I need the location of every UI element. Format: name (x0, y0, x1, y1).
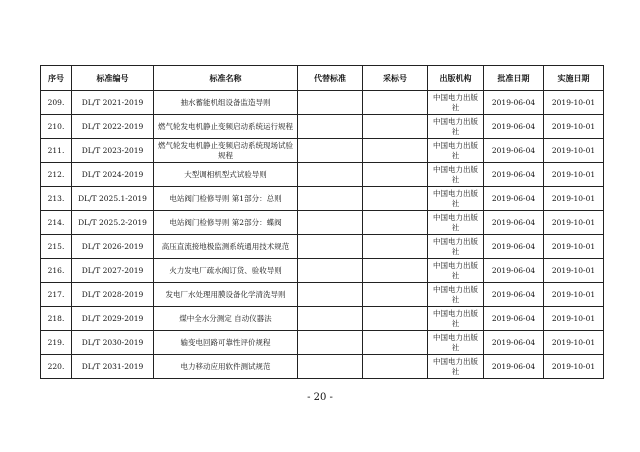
cell-approved: 2019-06-04 (484, 331, 544, 355)
cell-code: DL/T 2027-2019 (72, 259, 154, 283)
cell-replaces (298, 355, 363, 379)
cell-publisher: 中国电力出版社 (428, 235, 484, 259)
cell-approved: 2019-06-04 (484, 187, 544, 211)
page-number: - 20 - (307, 392, 333, 403)
cell-approved: 2019-06-04 (484, 283, 544, 307)
cell-seq: 210. (41, 115, 72, 139)
cell-code: DL/T 2030-2019 (72, 331, 154, 355)
cell-publisher: 中国电力出版社 (428, 163, 484, 187)
cell-effective: 2019-10-01 (544, 307, 604, 331)
cell-title: 高压直流接地极监测系统通用技术规范 (154, 235, 298, 259)
table-row (41, 331, 604, 355)
cell-approved: 2019-06-04 (484, 139, 544, 163)
cell-seq: 219. (41, 331, 72, 355)
table-body (41, 91, 604, 379)
cell-effective: 2019-10-01 (544, 331, 604, 355)
cell-code: DL/T 2025.2-2019 (72, 211, 154, 235)
table-row (41, 139, 604, 163)
cell-code: DL/T 2029-2019 (72, 307, 154, 331)
cell-title: 发电厂水处理用膜设备化学清洗导则 (154, 283, 298, 307)
table-row (41, 355, 604, 379)
cell-replaces (298, 115, 363, 139)
cell-effective: 2019-10-01 (544, 259, 604, 283)
cell-adopted (363, 355, 428, 379)
standards-table (40, 65, 604, 379)
cell-code: DL/T 2023-2019 (72, 139, 154, 163)
cell-approved: 2019-06-04 (484, 307, 544, 331)
cell-seq: 217. (41, 283, 72, 307)
cell-effective: 2019-10-01 (544, 187, 604, 211)
cell-adopted (363, 283, 428, 307)
table-header-row (41, 66, 604, 91)
cell-seq: 215. (41, 235, 72, 259)
table-row (41, 235, 604, 259)
cell-seq: 209. (41, 91, 72, 115)
cell-code: DL/T 2025.1-2019 (72, 187, 154, 211)
cell-replaces (298, 283, 363, 307)
cell-approved: 2019-06-04 (484, 235, 544, 259)
cell-publisher: 中国电力出版社 (428, 91, 484, 115)
cell-adopted (363, 91, 428, 115)
cell-adopted (363, 235, 428, 259)
table-row (41, 307, 604, 331)
cell-publisher: 中国电力出版社 (428, 211, 484, 235)
cell-title: 燃气轮发电机静止变频启动系统运行规程 (154, 115, 298, 139)
cell-approved: 2019-06-04 (484, 211, 544, 235)
cell-adopted (363, 211, 428, 235)
cell-seq: 220. (41, 355, 72, 379)
cell-approved: 2019-06-04 (484, 259, 544, 283)
cell-code: DL/T 2028-2019 (72, 283, 154, 307)
cell-title: 电力移动应用软件测试规范 (154, 355, 298, 379)
cell-publisher: 中国电力出版社 (428, 307, 484, 331)
cell-title: 大型调相机型式试验导则 (154, 163, 298, 187)
cell-code: DL/T 2022-2019 (72, 115, 154, 139)
cell-seq: 211. (41, 139, 72, 163)
cell-effective: 2019-10-01 (544, 355, 604, 379)
cell-publisher: 中国电力出版社 (428, 259, 484, 283)
cell-publisher: 中国电力出版社 (428, 187, 484, 211)
cell-replaces (298, 139, 363, 163)
cell-effective: 2019-10-01 (544, 163, 604, 187)
cell-seq: 213. (41, 187, 72, 211)
cell-seq: 212. (41, 163, 72, 187)
cell-replaces (298, 163, 363, 187)
cell-replaces (298, 91, 363, 115)
cell-publisher: 中国电力出版社 (428, 283, 484, 307)
table-row (41, 163, 604, 187)
table-row (41, 259, 604, 283)
cell-adopted (363, 259, 428, 283)
header-publisher: 出版机构 (428, 66, 484, 91)
cell-adopted (363, 307, 428, 331)
table-row (41, 115, 604, 139)
cell-approved: 2019-06-04 (484, 91, 544, 115)
cell-replaces (298, 187, 363, 211)
cell-effective: 2019-10-01 (544, 235, 604, 259)
cell-title: 电站阀门检修导则 第1部分：总则 (154, 187, 298, 211)
cell-code: DL/T 2026-2019 (72, 235, 154, 259)
cell-publisher: 中国电力出版社 (428, 355, 484, 379)
cell-title: 输变电回路可靠性评价规程 (154, 331, 298, 355)
cell-seq: 216. (41, 259, 72, 283)
cell-code: DL/T 2021-2019 (72, 91, 154, 115)
header-approved: 批准日期 (484, 66, 544, 91)
cell-approved: 2019-06-04 (484, 355, 544, 379)
cell-seq: 214. (41, 211, 72, 235)
header-title: 标准名称 (154, 66, 298, 91)
cell-replaces (298, 307, 363, 331)
cell-replaces (298, 259, 363, 283)
cell-replaces (298, 235, 363, 259)
cell-effective: 2019-10-01 (544, 211, 604, 235)
cell-title: 电站阀门检修导则 第2部分：蝶阀 (154, 211, 298, 235)
cell-effective: 2019-10-01 (544, 139, 604, 163)
cell-replaces (298, 211, 363, 235)
cell-effective: 2019-10-01 (544, 283, 604, 307)
table-row (41, 283, 604, 307)
cell-publisher: 中国电力出版社 (428, 139, 484, 163)
cell-publisher: 中国电力出版社 (428, 331, 484, 355)
cell-title: 抽水蓄能机组设备监造导则 (154, 91, 298, 115)
header-replaces: 代替标准 (298, 66, 363, 91)
cell-adopted (363, 163, 428, 187)
cell-adopted (363, 331, 428, 355)
cell-adopted (363, 139, 428, 163)
cell-replaces (298, 331, 363, 355)
cell-title: 燃气轮发电机静止变频启动系统现场试验规程 (154, 139, 298, 163)
table-row (41, 187, 604, 211)
cell-approved: 2019-06-04 (484, 115, 544, 139)
table-row (41, 211, 604, 235)
cell-adopted (363, 115, 428, 139)
cell-title: 火力发电厂疏水阀订货、验收导则 (154, 259, 298, 283)
cell-approved: 2019-06-04 (484, 163, 544, 187)
cell-code: DL/T 2031-2019 (72, 355, 154, 379)
header-adopted: 采标号 (363, 66, 428, 91)
cell-effective: 2019-10-01 (544, 115, 604, 139)
cell-effective: 2019-10-01 (544, 91, 604, 115)
header-effective: 实施日期 (544, 66, 604, 91)
header-code: 标准编号 (72, 66, 154, 91)
table-row (41, 91, 604, 115)
header-seq: 序号 (41, 66, 72, 91)
cell-publisher: 中国电力出版社 (428, 115, 484, 139)
cell-adopted (363, 187, 428, 211)
cell-code: DL/T 2024-2019 (72, 163, 154, 187)
cell-seq: 218. (41, 307, 72, 331)
cell-title: 煤中全水分测定 自动仪器法 (154, 307, 298, 331)
